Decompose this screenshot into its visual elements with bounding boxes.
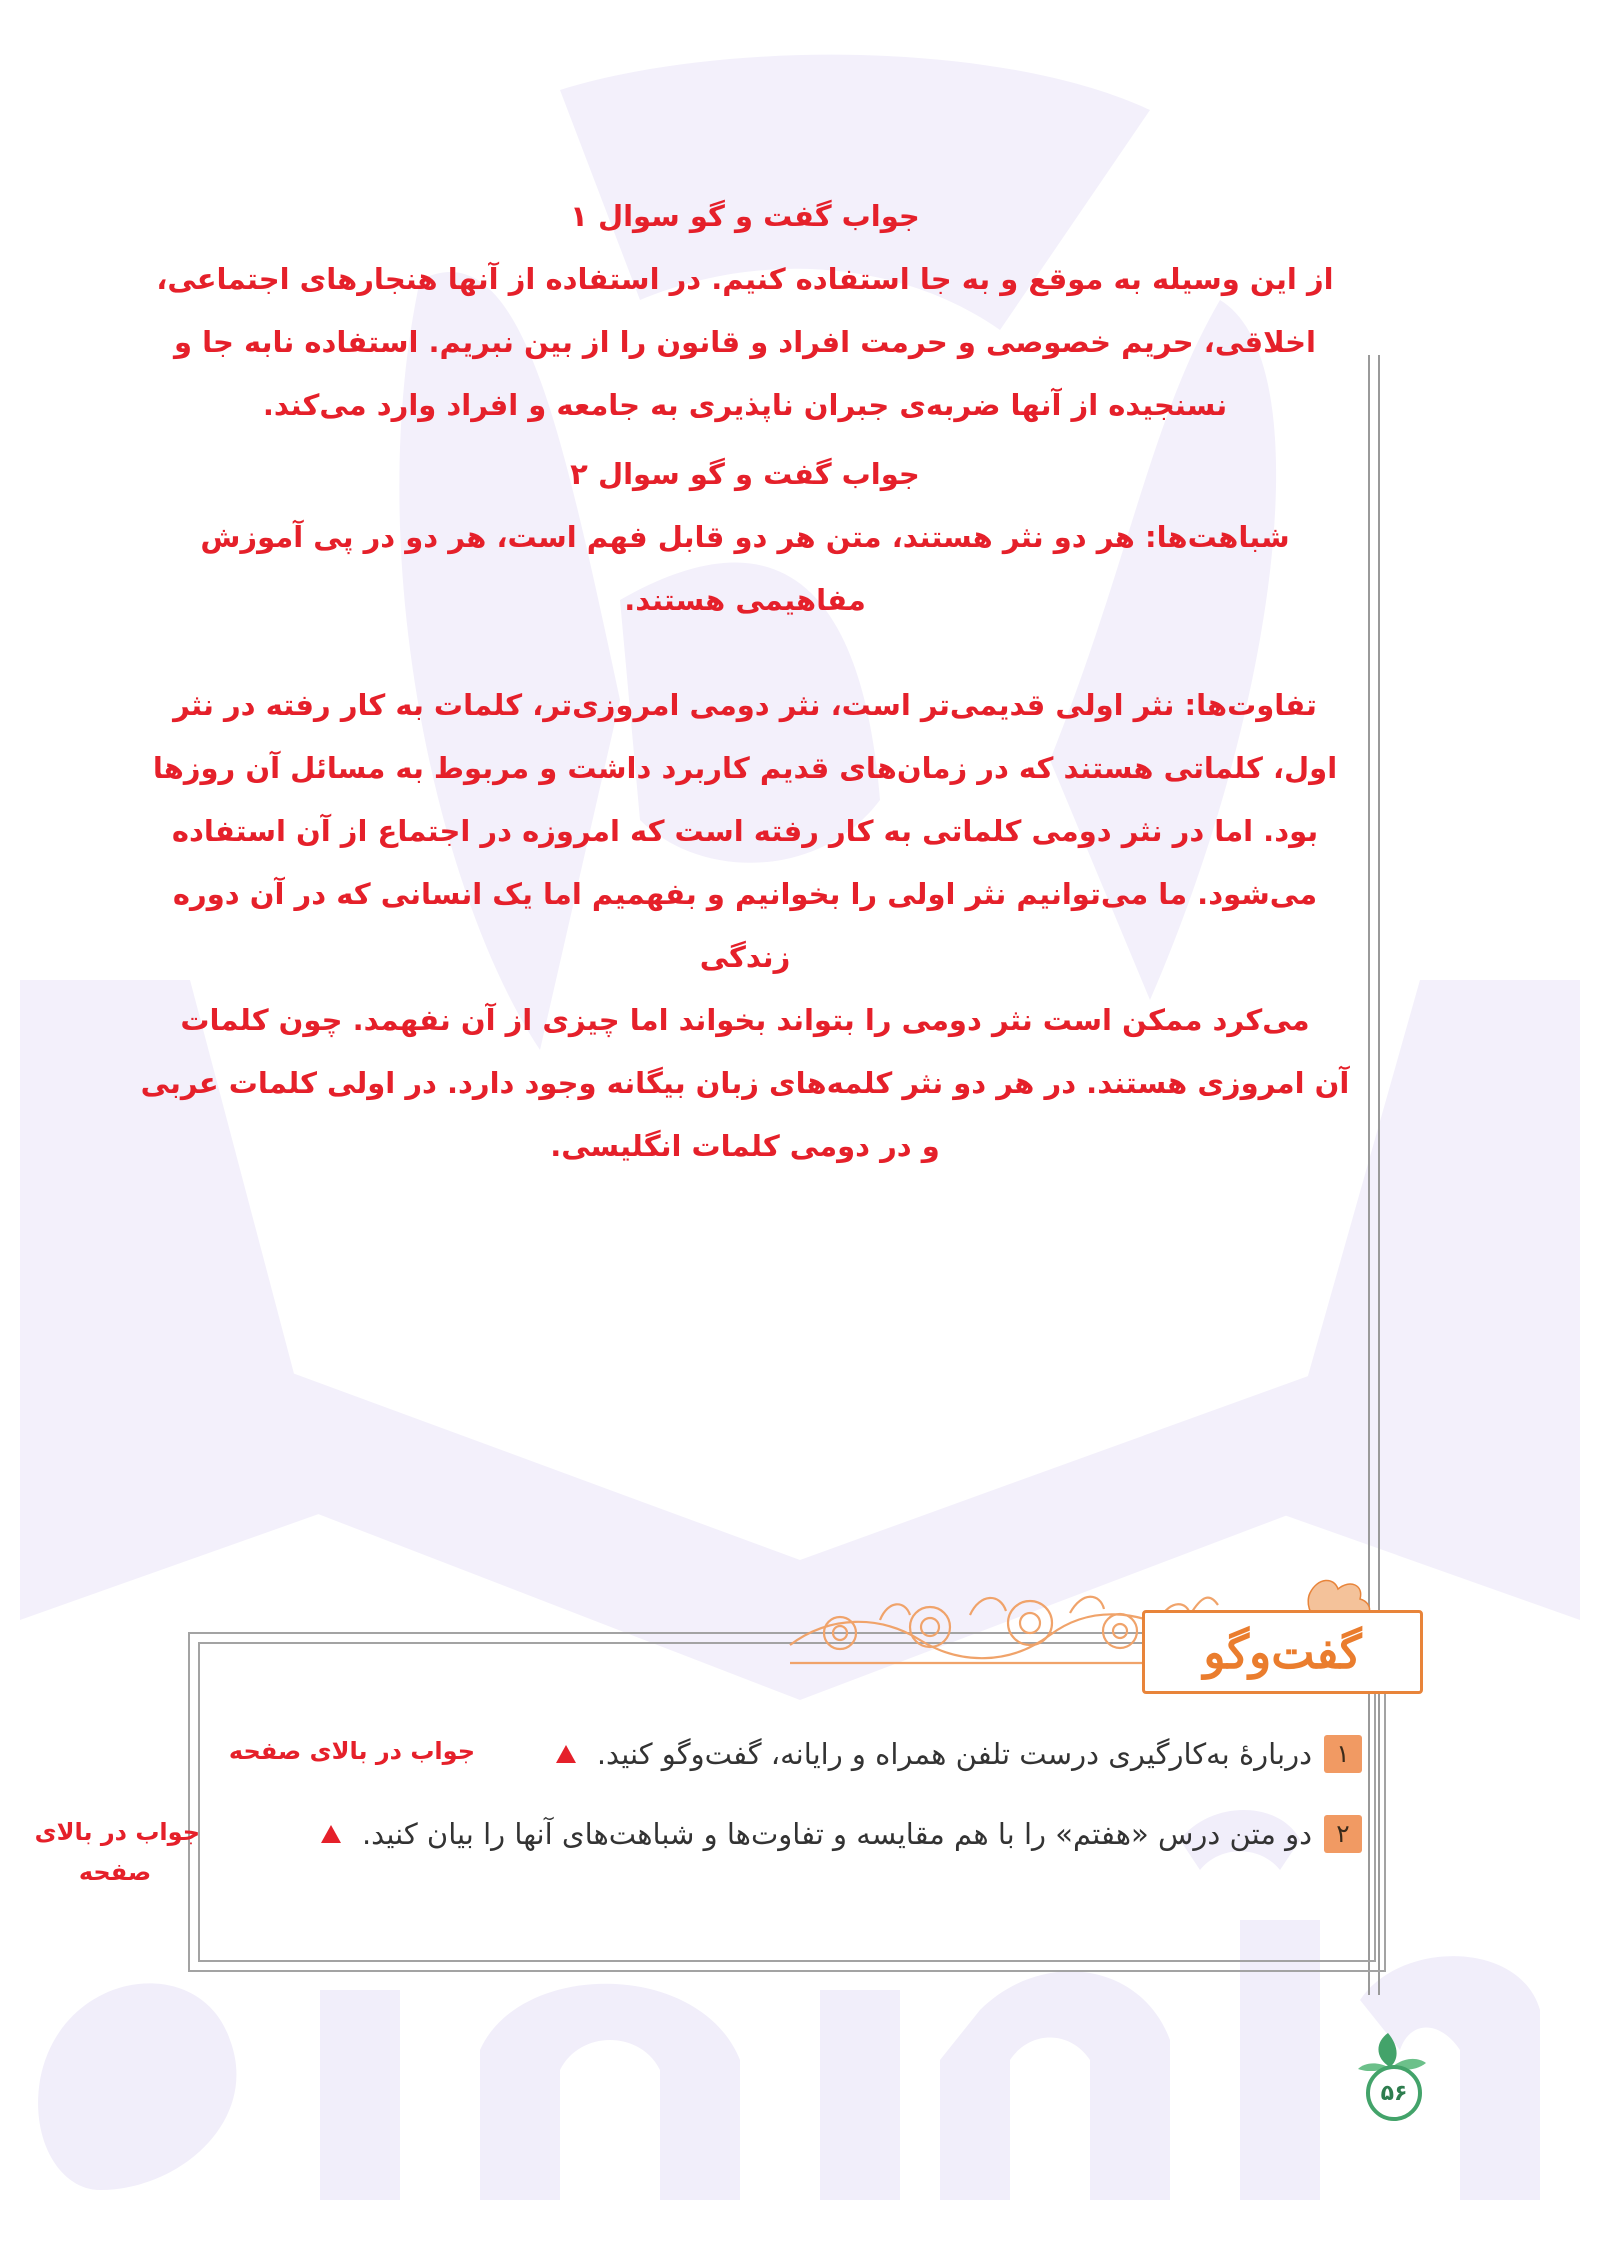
- answer-1-line: از این وسیله به موقع و به جا استفاده کنیم. در استفاده از آنها هنجارهای اجتماعی،: [156, 262, 1334, 296]
- answer-2-heading: جواب گفت و گو سوال ۲: [570, 457, 920, 491]
- similarities-line: شباهت‌ها: هر دو نثر هستند، متن هر دو قابل فهم است، هر دو در پی آموزش: [200, 520, 1290, 554]
- differences-line: اول، کلماتی هستند که در زمان‌های قدیم کاربرد داشت و مربوط به مسائل آن روزها: [152, 751, 1338, 785]
- answer-note-1: جواب در بالای صفحه: [228, 1737, 475, 1765]
- page-number: ۵۶: [1366, 2065, 1422, 2121]
- question-2: [320, 1815, 1362, 1853]
- warning-triangle-icon: [320, 1824, 342, 1844]
- answer-2: [130, 443, 1360, 1178]
- question-text: دو متن درس «هفتم» را با هم مقایسه و تفاوت‌ها و شباهت‌های آنها را بیان کنید.: [361, 1817, 1312, 1851]
- answer-1-heading: جواب گفت و گو سوال ۱: [570, 199, 920, 233]
- differences-line: می‌شود. ما می‌توانیم نثر اولی را بخوانیم و بفهمیم اما یک انسانی که در آن دوره زندگی: [172, 877, 1318, 974]
- similarities-line: مفاهیمی هستند.: [624, 583, 866, 617]
- answer-note-2-line: صفحه: [78, 1858, 152, 1886]
- question-number: ۱: [1324, 1735, 1362, 1773]
- differences-line: و در دومی کلمات انگلیسی.: [550, 1129, 940, 1163]
- differences-line: آن امروزی هستند. در هر دو نثر کلمه‌های زبان بیگانه وجود دارد. در اولی کلمات عربی: [140, 1066, 1350, 1100]
- differences-line: می‌کرد ممکن است نثر دومی را بتواند بخواند اما چیزی از آن نفهمد. چون کلمات: [180, 1003, 1310, 1037]
- answer-1-line: نسنجیده از آنها ضربه‌ی جبران ناپذیری به جامعه و افراد وارد می‌کند.: [262, 388, 1228, 422]
- answer-1: [130, 185, 1360, 437]
- question-number: ۲: [1324, 1815, 1362, 1853]
- answer-note-2-line: جواب در بالای: [34, 1818, 200, 1846]
- warning-triangle-icon: [555, 1744, 577, 1764]
- answer-note-2: [30, 1812, 200, 1892]
- section-title: گفت‌وگو: [1142, 1610, 1423, 1694]
- answers-section: [130, 185, 1360, 1184]
- page-number-badge: [1358, 2045, 1438, 2125]
- question-text: دربارهٔ به‌کارگیری درست تلفن همراه و رایانه، گفت‌وگو کنید.: [596, 1737, 1312, 1771]
- question-1: [555, 1735, 1362, 1773]
- answer-1-line: اخلاقی، حریم خصوصی و حرمت افراد و قانون را از بین نبریم. استفاده نابه جا و: [173, 325, 1317, 359]
- differences-line: تفاوت‌ها: نثر اولی قدیمی‌تر است، نثر دومی امروزی‌تر، کلمات به کار رفته در نثر: [173, 688, 1317, 722]
- differences-line: بود. اما در نثر دومی کلماتی به کار رفته است که امروزه در اجتماع از آن استفاده: [171, 814, 1319, 848]
